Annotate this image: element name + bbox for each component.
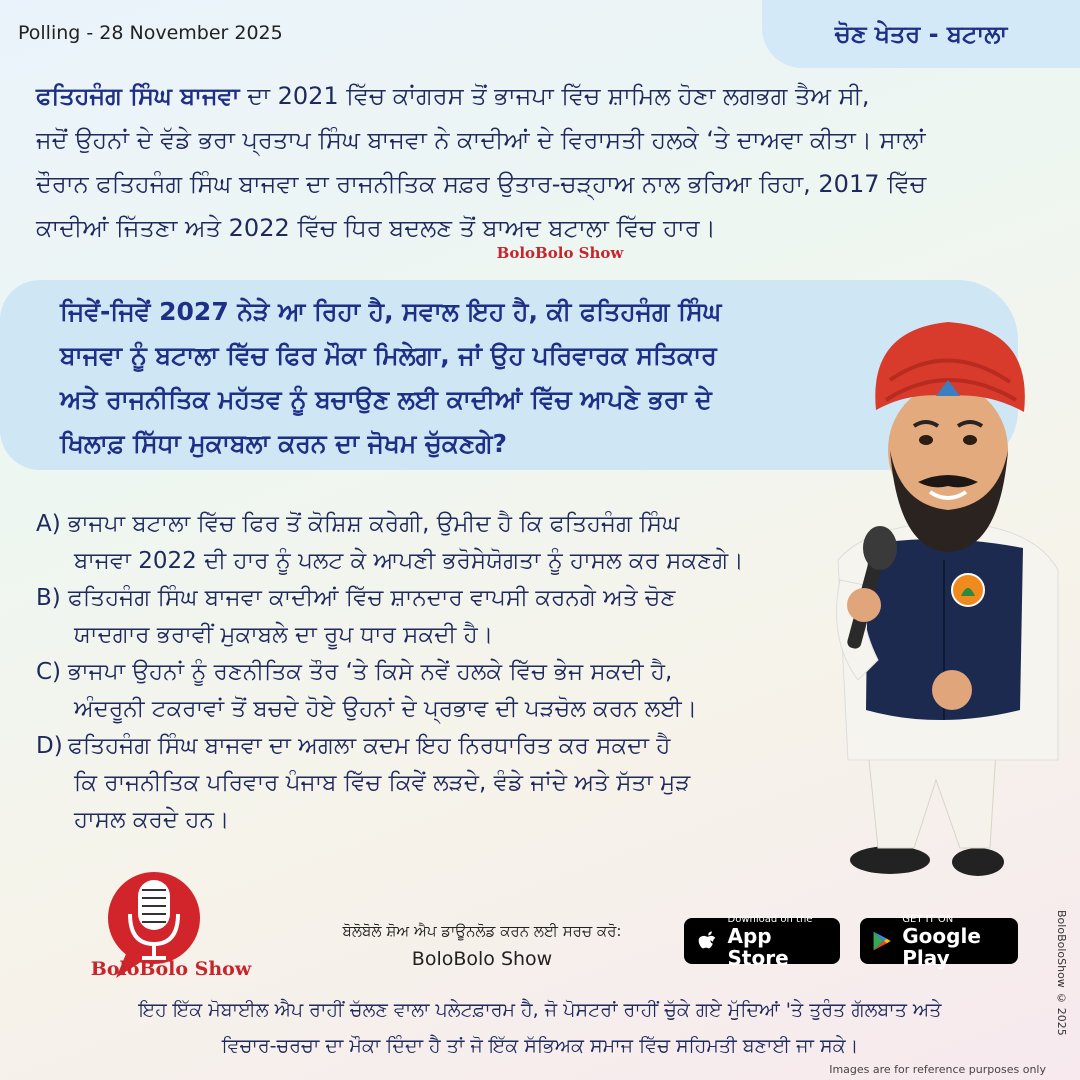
google-play-small-label: GET IT ON [902, 913, 954, 925]
option-c-line-1: ਭਾਜਪਾ ਉਹਨਾਂ ਨੂੰ ਰਣਨੀਤਿਕ ਤੌਰ ‘ਤੇ ਕਿਸੇ ਨਵੇਂ ਹਲਕੇ ਵਿੱਚ ਭੇਜ ਸਕਦੀ ਹੈ, [68, 659, 673, 685]
google-play-label: Google Play [902, 923, 981, 970]
brand-watermark: BoloBolo Show [496, 244, 624, 262]
option-d[interactable] [36, 728, 826, 839]
app-store-label: App Store [727, 923, 789, 970]
option-a-line-1: ਭਾਜਪਾ ਬਟਾਲਾ ਵਿੱਚ ਫਿਰ ਤੋਂ ਕੋਸ਼ਿਸ਼ ਕਰੇਗੀ, ਉਮੀਦ ਹੈ ਕਿ ਫਤਿਹਜੰਗ ਸਿੰਘ [68, 511, 680, 537]
politician-illustration [828, 300, 1068, 900]
polling-date: Polling - 28 November 2025 [18, 22, 283, 44]
intro-line-3: ਦੌਰਾਨ ਫਤਿਹਜੰਗ ਸਿੰਘ ਬਾਜਵਾ ਦਾ ਰਾਜਨੀਤਿਕ ਸਫ਼ਰ ਉਤਾਰ-ਚੜ੍ਹਾਅ ਨਾਲ ਭਰਿਆ ਰਿਹਾ, 2017 ਵਿੱਚ [36, 170, 927, 198]
apple-icon [696, 927, 718, 955]
intro-paragraph [36, 74, 1046, 250]
app-name: BoloBolo Show [411, 948, 553, 970]
question-line-1: ਜਿਵੇਂ-ਜਿਵੇਂ 2027 ਨੇੜੇ ਆ ਰਿਹਾ ਹੈ, ਸਵਾਲ ਇਹ ਹੈ, ਕੀ ਫਤਿਹਜੰਗ ਸਿੰਘ [60, 297, 722, 326]
platform-description [40, 992, 1040, 1064]
intro-line-1-text: ਦਾ 2021 ਵਿੱਚ ਕਾਂਗਰਸ ਤੋਂ ਭਾਜਪਾ ਵਿੱਚ ਸ਼ਾਮਿਲ ਹੋਣਾ ਲਗਭਗ ਤੈਅ ਸੀ, [239, 82, 870, 110]
option-letter: B) [36, 585, 61, 611]
option-b[interactable] [36, 580, 826, 654]
option-letter: A) [36, 511, 61, 537]
app-store-button[interactable] [684, 913, 840, 970]
question-line-4: ਖਿਲਾਫ਼ ਸਿੱਧਾ ਮੁਕਾਬਲਾ ਕਰਨ ਦਾ ਜੋਖਮ ਚੁੱਕਣਗੇ? [60, 429, 508, 458]
google-play-button[interactable] [860, 913, 1018, 970]
option-letter: C) [36, 659, 62, 685]
copyright-credit: BoloBoloShow © 2025 [1055, 910, 1068, 1036]
search-instruction: ਬੋਲੋਬੋਲੋ ਸ਼ੋਅ ਐਪ ਡਾਊਨਲੋਡ ਕਰਨ ਲਈ ਸਰਚ ਕਰੋ: [342, 922, 622, 940]
option-c[interactable] [36, 654, 826, 728]
poll-options [36, 506, 826, 839]
question-line-2: ਬਾਜਵਾ ਨੂੰ ਬਟਾਲਾ ਵਿੱਚ ਫਿਰ ਮੌਕਾ ਮਿਲੇਗਾ, ਜਾਂ ਉਹ ਪਰਿਵਾਰਕ ਸਤਿਕਾਰ [60, 341, 717, 370]
option-c-line-2: ਅੰਦਰੂਨੀ ਟਕਰਾਵਾਂ ਤੋਂ ਬਚਦੇ ਹੋਏ ਉਹਨਾਂ ਦੇ ਪ੍ਰਭਾਵ ਦੀ ਪੜਚੋਲ ਕਰਨ ਲਈ। [74, 696, 698, 722]
option-d-line-1: ਫਤਿਹਜੰਗ ਸਿੰਘ ਬਾਜਵਾ ਦਾ ਅਗਲਾ ਕਦਮ ਇਹ ਨਿਰਧਾਰਿਤ ਕਰ ਸਕਦਾ ਹੈ [68, 733, 671, 759]
constituency-badge [762, 0, 1080, 68]
intro-line-2: ਜਦੋਂ ਉਹਨਾਂ ਦੇ ਵੱਡੇ ਭਰਾ ਪ੍ਰਤਾਪ ਸਿੰਘ ਬਾਜਵਾ ਨੇ ਕਾਦੀਆਂ ਦੇ ਵਿਰਾਸਤੀ ਹਲਕੇ ‘ਤੇ ਦਾਅਵਾ ਕੀਤਾ। ਸਾਲਾਂ [36, 126, 926, 154]
option-d-line-2: ਕਿ ਰਾਜਨੀਤਿਕ ਪਰਿਵਾਰ ਪੰਜਾਬ ਵਿੱਚ ਕਿਵੇਂ ਲੜਦੇ, ਵੰਡੇ ਜਾਂਦੇ ਅਤੇ ਸੱਤਾ ਮੁੜ [74, 770, 691, 796]
option-a-line-2: ਬਾਜਵਾ 2022 ਦੀ ਹਾਰ ਨੂੰ ਪਲਟ ਕੇ ਆਪਣੀ ਭਰੋਸੇਯੋਗਤਾ ਨੂੰ ਹਾਸਲ ਕਰ ਸਕਣਗੇ। [74, 548, 744, 574]
intro-highlight-name: ਫਤਿਹਜੰਗ ਸਿੰਘ ਬਾਜਵਾ [36, 82, 240, 110]
option-b-line-2: ਯਾਦਗਾਰ ਭਰਾਵੀਂ ਮੁਕਾਬਲੇ ਦਾ ਰੂਪ ਧਾਰ ਸਕਦੀ ਹੈ। [74, 622, 494, 648]
option-a[interactable] [36, 506, 826, 580]
option-b-line-1: ਫਤਿਹਜੰਗ ਸਿੰਘ ਬਾਜਵਾ ਕਾਦੀਆਂ ਵਿੱਚ ਸ਼ਾਨਦਾਰ ਵਾਪਸੀ ਕਰਨਗੇ ਅਤੇ ਚੋਣ [68, 585, 676, 611]
image-disclaimer: Images are for reference purposes only [829, 1063, 1046, 1076]
intro-line-1 [36, 74, 1046, 118]
footer-line-2: ਵਿਚਾਰ-ਚਰਚਾ ਦਾ ਮੌਕਾ ਦਿੰਦਾ ਹੈ ਤਾਂ ਜੋ ਇੱਕ ਸੱਭਿਅਕ ਸਮਾਜ ਵਿੱਚ ਸਹਿਮਤੀ ਬਣਾਈ ਜਾ ਸਕੇ। [221, 1035, 859, 1057]
option-letter: D) [36, 733, 63, 759]
option-d-line-3: ਹਾਸਲ ਕਰਦੇ ਹਨ। [74, 807, 230, 833]
intro-line-4: ਕਾਦੀਆਂ ਜਿੱਤਣਾ ਅਤੇ 2022 ਵਿੱਚ ਧਿਰ ਬਦਲਣ ਤੋਂ ਬਾਅਦ ਬਟਾਲਾ ਵਿੱਚ ਹਾਰ। [36, 214, 716, 242]
google-play-icon [872, 927, 892, 955]
poll-question [60, 290, 860, 466]
question-line-3: ਅਤੇ ਰਾਜਨੀਤਿਕ ਮਹੱਤਵ ਨੂੰ ਬਚਾਉਣ ਲਈ ਕਾਦੀਆਂ ਵਿੱਚ ਆਪਣੇ ਭਰਾ ਦੇ [60, 385, 712, 414]
brand-logo-text: BoloBolo Show [90, 958, 252, 980]
constituency-label: ਚੋਣ ਖੇਤਰ - ਬਟਾਲਾ [834, 20, 1008, 48]
app-store-small-label: Download on the [727, 913, 813, 925]
footer-line-1: ਇਹ ਇੱਕ ਮੋਬਾਈਲ ਐਪ ਰਾਹੀਂ ਚੱਲਣ ਵਾਲਾ ਪਲੇਟਫ਼ਾਰਮ ਹੈ, ਜੋ ਪੋਸਟਰਾਂ ਰਾਹੀਂ ਚੁੱਕੇ ਗਏ ਮੁੱਦਿਆਂ 'ਤੇ ਤੁਰੰਤ ਗੱਲਬਾਤ ਅਤੇ [138, 999, 942, 1021]
